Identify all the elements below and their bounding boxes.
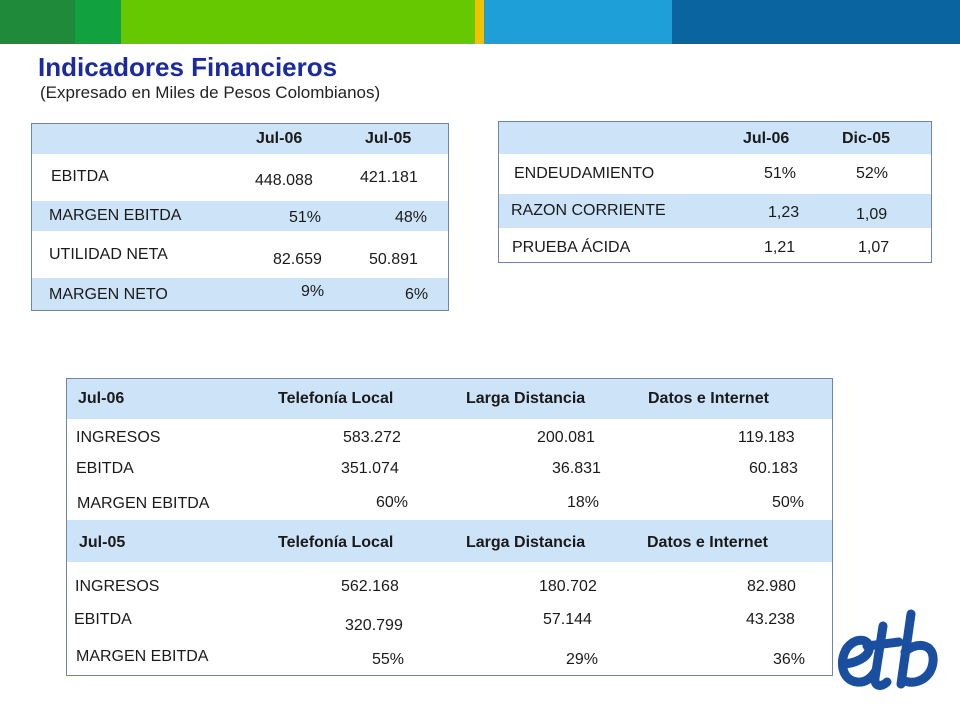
- cell-value: 119.183: [738, 429, 795, 446]
- cell-value: 48%: [395, 209, 428, 226]
- cell-value: 421.181: [360, 169, 418, 186]
- bar-segment: [121, 0, 475, 44]
- period-header: Jul-06: [78, 390, 125, 407]
- row-label: EBITDA: [51, 168, 109, 185]
- cell-value: 36%: [773, 651, 806, 668]
- period-header: Jul-05: [79, 534, 126, 551]
- cell-value: 43.238: [746, 611, 795, 628]
- cell-value: 60%: [376, 494, 409, 511]
- ebitda-table: [31, 123, 449, 311]
- cell-value: 82.980: [747, 578, 796, 595]
- cell-value: 36.831: [552, 460, 601, 477]
- cell-value: 1,07: [858, 239, 890, 256]
- logo-t: [867, 626, 899, 685]
- column-header: Datos e Internet: [647, 534, 768, 551]
- row-label: RAZON CORRIENTE: [511, 202, 666, 219]
- row-label: INGRESOS: [76, 429, 161, 446]
- row-label: EBITDA: [74, 611, 132, 628]
- row-label: UTILIDAD NETA: [49, 246, 168, 263]
- cell-value: 320.799: [345, 617, 403, 634]
- column-header: Telefonía Local: [278, 390, 394, 407]
- bar-segment: [75, 0, 121, 44]
- column-header: Larga Distancia: [466, 390, 586, 407]
- column-header: Jul-05: [365, 130, 412, 147]
- row-label: INGRESOS: [75, 578, 160, 595]
- column-header: Larga Distancia: [466, 534, 586, 551]
- cell-value: 1,23: [768, 204, 800, 221]
- column-header: Datos e Internet: [648, 390, 769, 407]
- cell-value: 82.659: [273, 251, 322, 268]
- cell-value: 60.183: [749, 460, 798, 477]
- cell-value: 55%: [372, 651, 405, 668]
- column-header: Jul-06: [743, 130, 790, 147]
- cell-value: 51%: [289, 209, 322, 226]
- column-header: Jul-06: [256, 130, 303, 147]
- bar-segment: [484, 0, 672, 44]
- cell-value: 51%: [764, 165, 797, 182]
- cell-value: 57.144: [543, 611, 592, 628]
- page-subtitle: (Expresado en Miles de Pesos Colombianos): [40, 83, 381, 102]
- cell-value: 50.891: [369, 251, 418, 268]
- column-header: Dic-05: [842, 130, 891, 147]
- row-label: MARGEN NETO: [49, 286, 168, 303]
- bar-segment: [672, 0, 960, 44]
- segments-table: [66, 378, 833, 676]
- cell-value: 1,09: [856, 206, 888, 223]
- cell-value: 6%: [405, 286, 429, 303]
- cell-value: 351.074: [341, 460, 399, 477]
- cell-value: 1,21: [764, 239, 796, 256]
- cell-value: 52%: [856, 165, 889, 182]
- bar-segment: [475, 0, 484, 44]
- cell-value: 562.168: [341, 578, 399, 595]
- row-label: ENDEUDAMIENTO: [514, 165, 655, 182]
- cell-value: 180.702: [539, 578, 597, 595]
- cell-value: 50%: [772, 494, 805, 511]
- row-label: MARGEN EBITDA: [49, 207, 182, 224]
- column-header: Telefonía Local: [278, 534, 394, 551]
- row-label: MARGEN EBITDA: [77, 495, 210, 512]
- row-label: PRUEBA ÁCIDA: [512, 239, 631, 256]
- row-label: EBITDA: [76, 460, 134, 477]
- cell-value: 448.088: [255, 172, 313, 189]
- cell-value: 583.272: [343, 429, 401, 446]
- etb-logo: [835, 606, 945, 696]
- cell-value: 9%: [301, 283, 325, 300]
- ratios-table: [498, 121, 932, 263]
- cell-value: 18%: [567, 494, 600, 511]
- page-title: Indicadores Financieros: [38, 52, 338, 82]
- cell-value: 200.081: [537, 429, 595, 446]
- logo-b: [901, 614, 933, 684]
- row-label: MARGEN EBITDA: [76, 648, 209, 665]
- cell-value: 29%: [566, 651, 599, 668]
- bar-segment: [0, 0, 75, 44]
